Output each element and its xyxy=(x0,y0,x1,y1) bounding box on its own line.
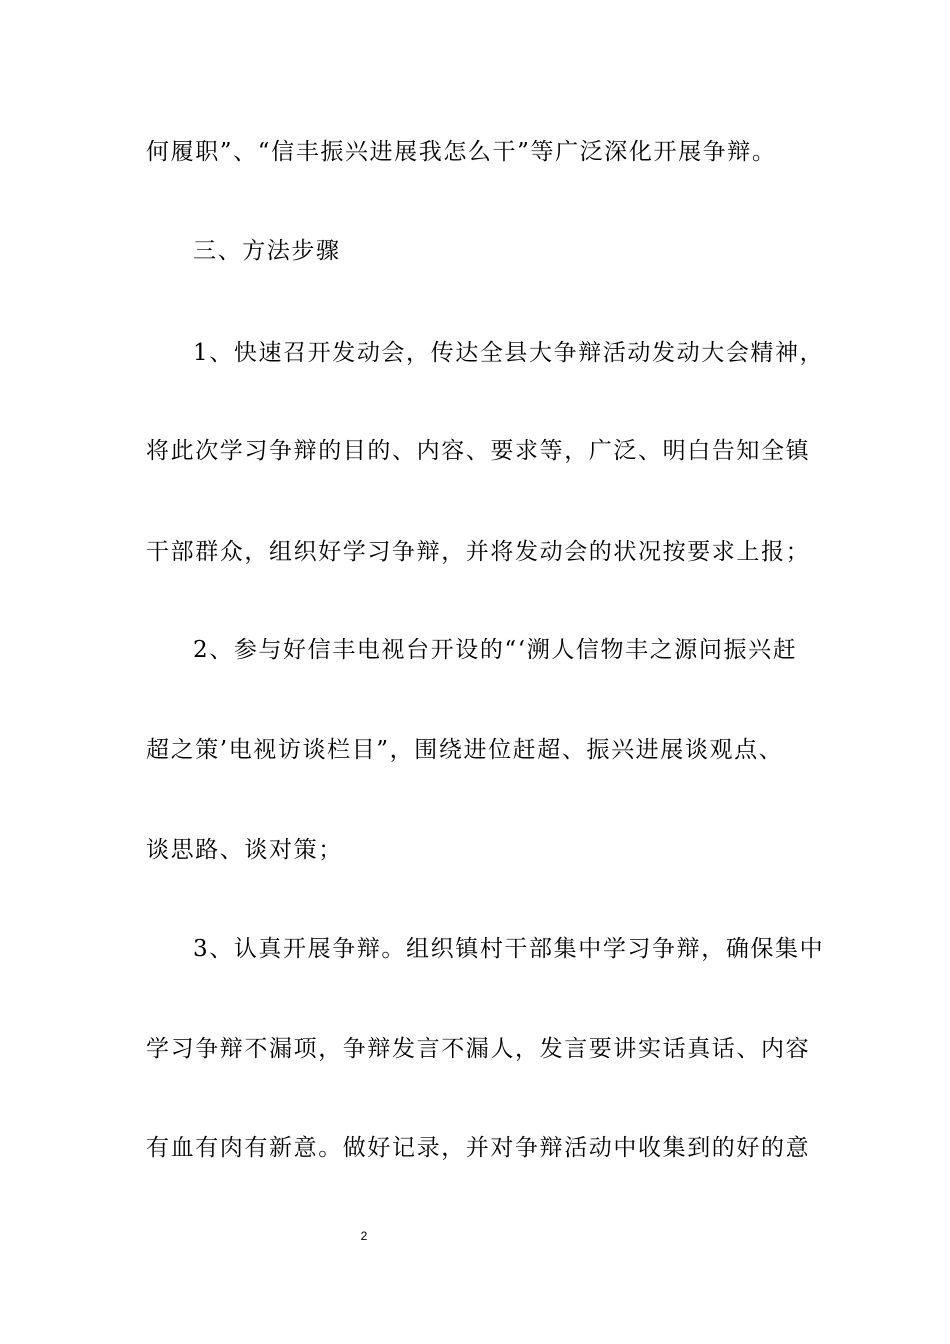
section-heading: 三、方法步骤 xyxy=(193,238,341,264)
paragraph-line-4: 干部群众，组织好学习争辩，并将发动会的状况按要求上报； xyxy=(146,539,811,565)
paragraph-line-3: 将此次学习争辩的目的、内容、要求等，广泛、明白告知全镇 xyxy=(146,438,811,464)
paragraph-line-7: 谈思路、谈对策； xyxy=(146,837,343,863)
paragraph-line-1: 何履职”、“信丰振兴进展我怎么干”等广泛深化开展争辩。 xyxy=(146,139,777,165)
paragraph-line-10: 有血有肉有新意。做好记录，并对争辩活动中收集到的好的意 xyxy=(146,1135,811,1161)
paragraph-line-5: 2、参与好信丰电视台开设的“‘溯人信物丰之源问振兴赶 xyxy=(193,637,798,663)
page-number: 2 xyxy=(360,1229,368,1243)
paragraph-line-2: 1、快速召开发动会，传达全县大争辩活动发动大会精神， xyxy=(193,340,825,366)
paragraph-line-6: 超之策’电视访谈栏目”，围绕进位赶超、振兴进展谈观点、 xyxy=(146,737,784,763)
paragraph-line-8: 3、认真开展争辩。组织镇村干部集中学习争辩，确保集中 xyxy=(193,936,825,962)
paragraph-line-9: 学习争辩不漏项，争辩发言不漏人，发言要讲实话真话、内容 xyxy=(146,1036,811,1062)
